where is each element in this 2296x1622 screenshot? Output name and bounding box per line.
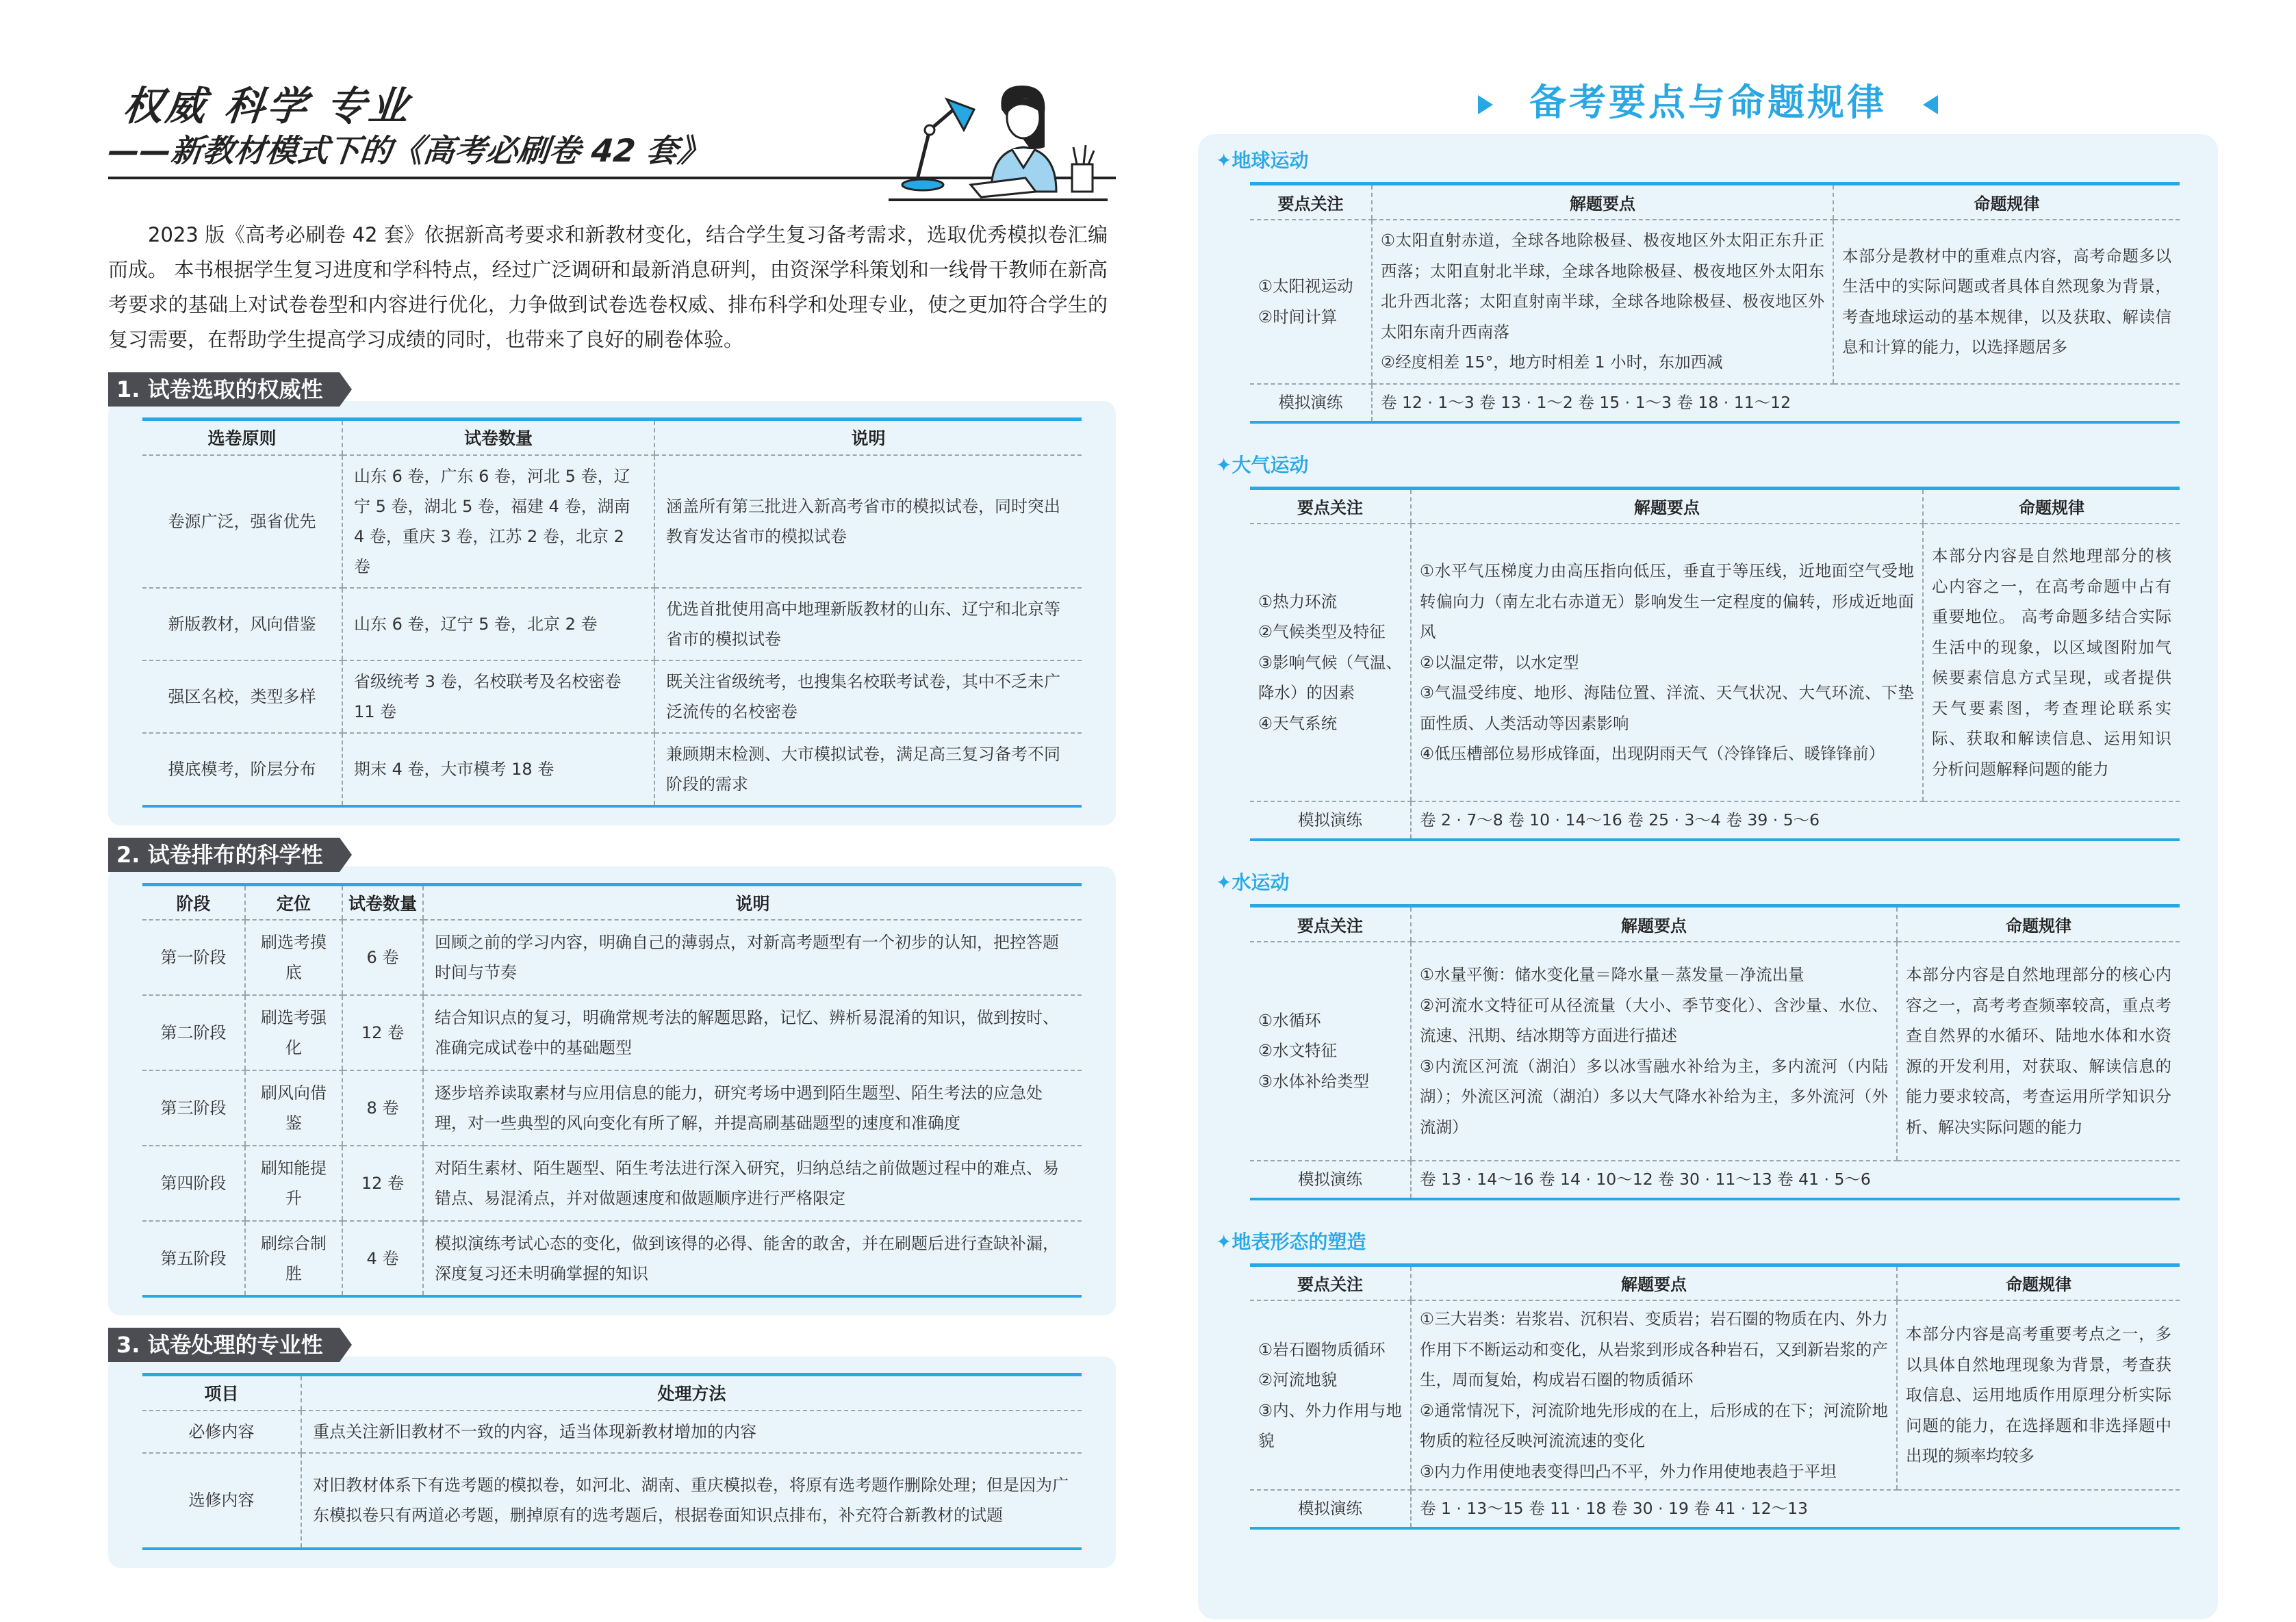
- table-header: 要点关注: [1250, 906, 1411, 942]
- table-header: 处理方法: [301, 1375, 1082, 1411]
- focus-item: ②气候类型及特征: [1258, 622, 1386, 642]
- point-item: ②河流水文特征可从径流量（大小、季节变化）、含沙量、水位、流速、汛期、结冰期等方面进行描述: [1420, 995, 1888, 1045]
- table-header: 项目: [142, 1375, 301, 1411]
- table-row: [142, 1411, 1082, 1453]
- table-row: [142, 455, 1082, 588]
- table-header: 说明: [423, 884, 1082, 920]
- focus-item: ③内、外力作用与地貌: [1258, 1400, 1402, 1450]
- table-row: [142, 920, 1082, 995]
- practice-label: 模拟演练: [1250, 1161, 1411, 1199]
- section-panel: [108, 401, 1116, 825]
- focus-cell: [1250, 942, 1411, 1161]
- practice-value: 卷 13 · 14～16 卷 14 · 10～12 卷 30 · 11～13 卷 41 · 5～6: [1411, 1161, 2180, 1199]
- section-paper-arrangement: [108, 838, 1116, 1316]
- table-cell: 期末 4 卷，大市模考 18 卷: [342, 733, 654, 806]
- table-cell: 8 卷: [342, 1070, 423, 1146]
- right-page: [1198, 75, 2218, 1619]
- point-item: ①水量平衡：储水变化量＝降水量－蒸发量－净流出量: [1420, 965, 1804, 984]
- focus-item: ②河流地貌: [1258, 1370, 1338, 1389]
- table-cell: 模拟演练考试心态的变化，做到该得的必得、能舍的敢舍，并在刷题后进行查缺补漏，深度复习还未明确掌握的知识: [423, 1221, 1082, 1296]
- right-arrow-icon: [1923, 95, 1938, 114]
- practice-value: 卷 1 · 13～15 卷 11 · 18 卷 30 · 19 卷 41 · 12～13: [1411, 1490, 2180, 1528]
- table-cell: 第五阶段: [142, 1221, 245, 1296]
- table-header: 要点关注: [1250, 1265, 1411, 1300]
- points-cell: [1411, 942, 1897, 1161]
- table-cell: 回顾之前的学习内容，明确自己的薄弱点，对新高考题型有一个初步的认知，把控答题时间与节奏: [423, 920, 1082, 995]
- practice-row: [1250, 1161, 2180, 1199]
- focus-cell: [1250, 220, 1372, 384]
- table-row: [142, 733, 1082, 806]
- page-header: [108, 82, 1116, 185]
- table-cell: 第一阶段: [142, 920, 245, 995]
- table-header: 解题要点: [1411, 1265, 1897, 1300]
- table-cell: 山东 6 卷，辽宁 5 卷，北京 2 卷: [342, 588, 654, 660]
- point-item: ③内力作用使地表变得凹凸不平，外力作用使地表趋于平坦: [1420, 1461, 1837, 1481]
- rule-cell: 本部分是教材中的重难点内容，高考命题多以生活中的实际问题或者具体自然现象为背景，考查地球运动的基本规律，以及获取、解读信息和计算的能力，以选择题居多: [1833, 220, 2180, 384]
- table-cell: 省级统考 3 卷，名校联考及名校密卷 11 卷: [342, 660, 654, 733]
- point-item: ③内流区河流（湖泊）多以冰雪融水补给为主，多内流河（内陆湖）；外流区河流（湖泊）多以大气降水补给为主，多外流河（外流湖）: [1420, 1056, 1888, 1137]
- left-arrow-icon: [1478, 95, 1493, 114]
- arrangement-table: [142, 883, 1082, 1298]
- focus-item: ④天气系统: [1258, 713, 1338, 733]
- focus-cell: [1250, 524, 1411, 801]
- topic-title: ✦水运动: [1216, 871, 1290, 894]
- practice-label: 模拟演练: [1250, 1490, 1411, 1528]
- left-page: [108, 82, 1116, 1568]
- table-row: [142, 1070, 1082, 1146]
- table-header: 定位: [245, 884, 342, 920]
- points-cell: [1411, 1300, 1897, 1490]
- table-header: 解题要点: [1372, 184, 1833, 220]
- section-paper-selection: [108, 372, 1116, 825]
- table-header: 说明: [654, 420, 1082, 455]
- table-cell: 选修内容: [142, 1453, 301, 1549]
- section-label: 1. 试卷选取的权威性: [108, 372, 340, 407]
- rule-cell: 本部分内容是高考重要考点之一，多以具体自然地理现象为背景，考查获取信息、运用地质作用原理分析实际问题的能力，在选择题和非选择题中出现的频率均较多: [1897, 1300, 2180, 1490]
- point-item: ①三大岩类：岩浆岩、沉积岩、变质岩；岩石圈的物质在内、外力作用下不断运动和变化，从岩浆到形成各种岩石，又到新岩浆的产生，周而复始，构成岩石圈的物质循环: [1420, 1309, 1888, 1389]
- page-title: 备考要点与命题规律: [1529, 81, 1887, 124]
- point-item: ④低压槽部位易形成锋面，出现阴雨天气（冷锋锋后、暖锋锋前）: [1420, 744, 1885, 764]
- table-header: 命题规律: [1833, 184, 2180, 220]
- header-subtitle: ——新教材模式下的《高考必刷卷 42 套》: [106, 132, 711, 169]
- table-header: 试卷数量: [342, 884, 423, 920]
- table-cell: 12 卷: [342, 1146, 423, 1221]
- table-cell: 12 卷: [342, 995, 423, 1070]
- topic-table: [1250, 182, 2180, 424]
- table-row: [1250, 220, 2180, 384]
- table-row: [142, 995, 1082, 1070]
- table-cell: 刷风向借鉴: [245, 1070, 342, 1146]
- table-cell: 既关注省级统考，也搜集名校联考试卷，其中不乏未广泛流传的名校密卷: [654, 660, 1082, 733]
- focus-item: ③水体补给类型: [1258, 1071, 1370, 1091]
- selection-table: [142, 417, 1082, 808]
- section-paper-processing: [108, 1328, 1116, 1568]
- table-row: [142, 1453, 1082, 1549]
- section-panel: [108, 866, 1116, 1316]
- table-cell: 卷源广泛，强省优先: [142, 455, 342, 588]
- table-row: [142, 1146, 1082, 1221]
- table-cell: 兼顾期末检测、大市模拟试卷，满足高三复习备考不同阶段的需求: [654, 733, 1082, 806]
- table-cell: 逐步培养读取素材与应用信息的能力，研究考场中遇到陌生题型、陌生考法的应急处理，对一些典型的风向变化有所了解，并提高刷基础题型的速度和准确度: [423, 1070, 1082, 1146]
- processing-table: [142, 1373, 1082, 1550]
- table-header: 解题要点: [1411, 488, 1923, 524]
- point-item: ②通常情况下，河流阶地先形成的在上，后形成的在下；河流阶地物质的粒径反映河流流速的变化: [1420, 1400, 1888, 1450]
- topic-landform-shaping: [1216, 1228, 2200, 1530]
- topic-table: [1250, 487, 2180, 842]
- table-cell: 结合知识点的复习，明确常规考法的解题思路，记忆、辨析易混淆的知识，做到按时、准确完成试卷中的基础题型: [423, 995, 1082, 1070]
- table-header: 命题规律: [1897, 906, 2180, 942]
- focus-item: ①太阳视运动: [1258, 276, 1353, 296]
- point-item: ①水平气压梯度力由高压指向低压，垂直于等压线，近地面空气受地转偏向力（南左北右赤道无）影响发生一定程度的偏转，形成近地面风: [1420, 561, 1914, 642]
- rule-cell: 本部分内容是自然地理部分的核心内容之一，高考考查频率较高，重点考查自然界的水循环、陆地水体和水资源的开发利用，对获取、解读信息的能力要求较高，考查运用所学知识分析、解决实际问题的能力: [1897, 942, 2180, 1161]
- topic-water-motion: [1216, 868, 2200, 1200]
- table-cell: 刷综合制胜: [245, 1221, 342, 1296]
- topic-earth-motion: [1216, 146, 2200, 424]
- table-cell: 刷选考强化: [245, 995, 342, 1070]
- table-cell: 摸底模考，阶层分布: [142, 733, 342, 806]
- table-cell: 6 卷: [342, 920, 423, 995]
- focus-item: ①水循环: [1258, 1010, 1321, 1030]
- practice-value: 卷 2 · 7～8 卷 10 · 14～16 卷 25 · 3～4 卷 39 · 5～6: [1411, 801, 2180, 840]
- table-cell: 山东 6 卷，广东 6 卷，河北 5 卷，辽宁 5 卷，湖北 5 卷，福建 4 卷，湖南 4 卷，重庆 3 卷，江苏 2 卷，北京 2 卷: [342, 455, 654, 588]
- point-item: ②经度相差 15°，地方时相差 1 小时，东加西减: [1381, 352, 1723, 372]
- practice-row: [1250, 1490, 2180, 1528]
- section-label: 2. 试卷排布的科学性: [108, 838, 340, 872]
- table-cell: 对旧教材体系下有选考题的模拟卷，如河北、湖南、重庆模拟卷，将原有选考题作删除处理；但是因为广东模拟卷只有两道必考题，删掉原有的选考题后，根据卷面知识点排布，补充符合新教材的试题: [301, 1453, 1082, 1549]
- topic-atmosphere-motion: [1216, 451, 2200, 842]
- table-header: 要点关注: [1250, 184, 1372, 220]
- table-row: [142, 1221, 1082, 1296]
- table-cell: 第三阶段: [142, 1070, 245, 1146]
- topic-title: ✦大气运动: [1216, 453, 1309, 476]
- topic-table: [1250, 904, 2180, 1200]
- table-header: 命题规律: [1897, 1265, 2180, 1300]
- table-cell: 优选首批使用高中地理新版教材的山东、辽宁和北京等省市的模拟试卷: [654, 588, 1082, 660]
- table-cell: 强区名校，类型多样: [142, 660, 342, 733]
- table-cell: 第四阶段: [142, 1146, 245, 1221]
- table-cell: 涵盖所有第三批进入新高考省市的模拟试卷，同时突出教育发达省市的模拟试卷: [654, 455, 1082, 588]
- table-row: [1250, 942, 2180, 1161]
- table-cell: 4 卷: [342, 1221, 423, 1296]
- practice-value: 卷 12 · 1～3 卷 13 · 1～2 卷 15 · 1～3 卷 18 · 11～12: [1372, 384, 2180, 422]
- table-header: 阶段: [142, 884, 245, 920]
- topic-table: [1250, 1263, 2180, 1530]
- focus-item: ③影响气候（气温、降水）的因素: [1258, 652, 1402, 703]
- table-header: 试卷数量: [342, 420, 654, 455]
- rule-cell: 本部分内容是自然地理部分的核心内容之一，在高考命题中占有重要地位。 高考命题多结合实际生活中的现象，以区域图附加气候要素信息方式呈现，或者提供天气要素图，考查理论联系实际、获取和解读信息、运用知识分析问题解释问题的能力: [1923, 524, 2180, 801]
- table-row: [142, 588, 1082, 660]
- practice-row: [1250, 801, 2180, 840]
- table-row: [142, 660, 1082, 733]
- practice-label: 模拟演练: [1250, 384, 1372, 422]
- table-cell: 对陌生素材、陌生题型、陌生考法进行深入研究，归纳总结之前做题过程中的难点、易错点、易混淆点，并对做题速度和做题顺序进行严格限定: [423, 1146, 1082, 1221]
- focus-item: ①岩石圈物质循环: [1258, 1339, 1386, 1359]
- table-header: 选卷原则: [142, 420, 342, 455]
- focus-item: ②时间计算: [1258, 307, 1338, 326]
- table-cell: 必修内容: [142, 1411, 301, 1453]
- table-cell: 新版教材，风向借鉴: [142, 588, 342, 660]
- key-points-panel: [1198, 134, 2218, 1619]
- table-cell: 重点关注新旧教材不一致的内容，适当体现新教材增加的内容: [301, 1411, 1082, 1453]
- points-cell: [1411, 524, 1923, 801]
- topic-title: ✦地表形态的塑造: [1216, 1230, 1366, 1253]
- table-row: [1250, 524, 2180, 801]
- table-row: [1250, 1300, 2180, 1490]
- table-cell: 刷知能提升: [245, 1146, 342, 1221]
- right-title-bar: [1198, 75, 2218, 130]
- table-header: 要点关注: [1250, 488, 1411, 524]
- focus-cell: [1250, 1300, 1411, 1490]
- table-header: 解题要点: [1411, 906, 1897, 942]
- points-cell: [1372, 220, 1833, 384]
- intro-paragraph: 2023 版《高考必刷卷 42 套》依据新高考要求和新教材变化，结合学生复习备考需求，选取优秀模拟卷汇编而成。 本书根据学生复习进度和学科特点，经过广泛调研和最新消息研判，由资深学科策划和一线骨干教师在新高考要求的基础上对试卷卷型和内容进行优化，力争做到试卷选卷权威、排布科学和处理专业，使之更加符合学生的复习需要，在帮助学生提高学习成绩的同时，也带来了良好的刷卷体验。: [108, 223, 1108, 351]
- point-item: ①太阳直射赤道，全球各地除极昼、极夜地区外太阳正东升正西落；太阳直射北半球，全球各地除极昼、极夜地区外太阳东北升西北落；太阳直射南半球，全球各地除极昼、极夜地区外太阳东南升西南落: [1381, 231, 1824, 342]
- header-title: 权威 科学 专业: [120, 83, 413, 129]
- practice-label: 模拟演练: [1250, 801, 1411, 840]
- focus-item: ①热力环流: [1258, 591, 1338, 611]
- section-label: 3. 试卷处理的专业性: [108, 1328, 340, 1362]
- section-panel: [108, 1356, 1116, 1568]
- point-item: ③气温受纬度、地形、海陆位置、洋流、天气状况、大气环流、下垫面性质、人类活动等因素影响: [1420, 683, 1914, 733]
- table-cell: 第二阶段: [142, 995, 245, 1070]
- table-header: 命题规律: [1923, 488, 2180, 524]
- student-reading-illustration-icon: [889, 82, 1108, 205]
- topic-title: ✦地球运动: [1216, 149, 1309, 172]
- focus-item: ②水文特征: [1258, 1041, 1338, 1061]
- table-cell: 刷选考摸底: [245, 920, 342, 995]
- practice-row: [1250, 384, 2180, 422]
- point-item: ②以温定带，以水定型: [1420, 652, 1579, 672]
